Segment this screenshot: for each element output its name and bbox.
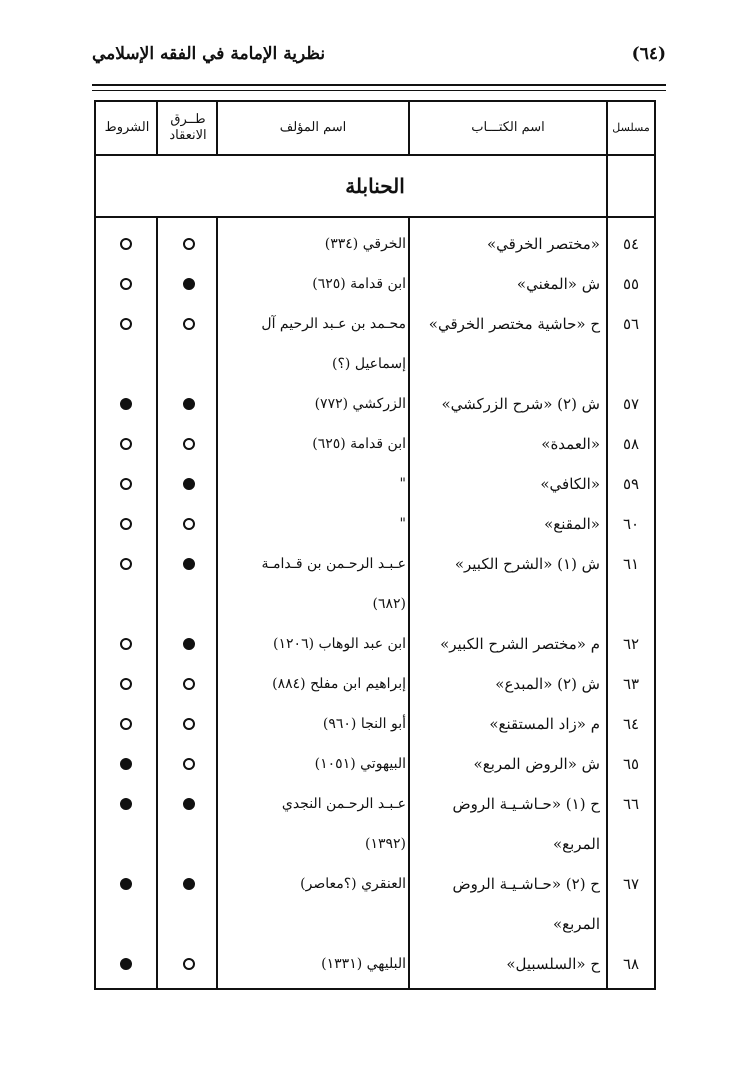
row-serial: ٦٣ bbox=[622, 675, 640, 693]
col-line-methods-head bbox=[156, 102, 158, 154]
col-header-serial: مسلسل bbox=[612, 121, 650, 134]
open-circle-icon bbox=[183, 238, 195, 250]
col-line-book-head bbox=[408, 102, 410, 154]
open-circle-icon bbox=[183, 318, 195, 330]
open-circle-icon bbox=[183, 678, 195, 690]
row-book: ح «حاشية مختصر الخرقي» bbox=[428, 315, 600, 333]
row-book: «الكافي» bbox=[540, 475, 600, 493]
filled-circle-icon bbox=[120, 878, 132, 890]
table-row bbox=[96, 424, 654, 464]
row-author: ابن قدامة (٦٢٥) bbox=[312, 436, 406, 452]
row-condition-mark bbox=[96, 784, 156, 824]
header-rule-thin bbox=[92, 90, 666, 91]
table-row bbox=[96, 464, 654, 504]
row-method-mark bbox=[162, 384, 216, 424]
page-number: (٦٤) bbox=[631, 44, 666, 64]
row-book: «مختصر الخرقي» bbox=[486, 235, 600, 253]
col-header-author: اسم المؤلف bbox=[279, 120, 347, 135]
open-circle-icon bbox=[120, 278, 132, 290]
section-divider bbox=[96, 216, 654, 218]
open-circle-icon bbox=[120, 718, 132, 730]
filled-circle-icon bbox=[120, 758, 132, 770]
row-method-mark bbox=[162, 304, 216, 344]
row-book: «العمدة» bbox=[541, 435, 600, 453]
row-book: م «زاد المستقنع» bbox=[489, 715, 600, 733]
row-book: ش «الروض المربع» bbox=[473, 755, 600, 773]
row-condition-mark bbox=[96, 664, 156, 704]
row-serial: ٦٥ bbox=[622, 755, 640, 773]
table-row bbox=[96, 544, 654, 584]
filled-circle-icon bbox=[183, 558, 195, 570]
section-title: الحنابلة bbox=[345, 174, 405, 198]
row-method-mark bbox=[162, 664, 216, 704]
row-condition-mark bbox=[96, 744, 156, 784]
row-serial: ٦٢ bbox=[622, 635, 640, 653]
row-condition-mark bbox=[96, 264, 156, 304]
row-book: ش (٢) «المبدع» bbox=[495, 675, 600, 693]
row-book: ح (١) «حـاشـيـة الروض bbox=[452, 795, 600, 813]
row-method-mark bbox=[162, 864, 216, 904]
col-header-conditions: الشروط bbox=[104, 120, 150, 135]
col-line-author-head bbox=[216, 102, 218, 154]
open-circle-icon bbox=[120, 478, 132, 490]
row-condition-mark bbox=[96, 464, 156, 504]
table-row bbox=[96, 704, 654, 744]
row-method-mark bbox=[162, 464, 216, 504]
row-author: " bbox=[399, 516, 406, 532]
open-circle-icon bbox=[183, 718, 195, 730]
filled-circle-icon bbox=[183, 878, 195, 890]
filled-circle-icon bbox=[120, 398, 132, 410]
row-serial: ٥٤ bbox=[622, 235, 640, 253]
filled-circle-icon bbox=[183, 398, 195, 410]
row-serial: ٦٨ bbox=[622, 955, 640, 973]
table-row bbox=[96, 944, 654, 984]
row-method-mark bbox=[162, 544, 216, 584]
row-serial: ٦٦ bbox=[622, 795, 640, 813]
row-condition-mark bbox=[96, 304, 156, 344]
table-row bbox=[96, 264, 654, 304]
open-circle-icon bbox=[120, 518, 132, 530]
row-book-continued: المربع» bbox=[552, 915, 600, 933]
books-table bbox=[94, 100, 656, 990]
row-condition-mark bbox=[96, 624, 156, 664]
row-author: أبو النجا (٩٦٠) bbox=[322, 716, 406, 732]
row-author-continued: إسماعيل (؟) bbox=[332, 356, 406, 372]
page-header bbox=[92, 40, 666, 84]
open-circle-icon bbox=[120, 318, 132, 330]
row-book: ح (٢) «حـاشـيـة الروض bbox=[452, 875, 600, 893]
table-row bbox=[96, 624, 654, 664]
row-author: العنقري (؟معاصر) bbox=[300, 876, 406, 892]
row-method-mark bbox=[162, 704, 216, 744]
row-method-mark bbox=[162, 224, 216, 264]
row-author-continued: (٦٨٢) bbox=[372, 596, 406, 612]
row-author: الزركشي (٧٧٢) bbox=[314, 396, 406, 412]
row-serial: ٥٩ bbox=[622, 475, 640, 493]
book-title: نظرية الإمامة في الفقه الإسلامي bbox=[92, 44, 326, 64]
row-method-mark bbox=[162, 264, 216, 304]
row-serial: ٥٨ bbox=[622, 435, 640, 453]
row-serial: ٦٤ bbox=[622, 715, 640, 733]
table-row bbox=[96, 224, 654, 264]
row-book: م «مختصر الشرح الكبير» bbox=[440, 635, 600, 653]
filled-circle-icon bbox=[183, 638, 195, 650]
row-author: الخرقي (٣٣٤) bbox=[324, 236, 406, 252]
row-author: عـبـد الرحـمن النجدي bbox=[281, 796, 406, 812]
open-circle-icon bbox=[183, 518, 195, 530]
open-circle-icon bbox=[120, 438, 132, 450]
open-circle-icon bbox=[183, 438, 195, 450]
row-method-mark bbox=[162, 944, 216, 984]
row-method-mark bbox=[162, 504, 216, 544]
row-condition-mark bbox=[96, 424, 156, 464]
open-circle-icon bbox=[183, 958, 195, 970]
filled-circle-icon bbox=[120, 798, 132, 810]
row-condition-mark bbox=[96, 544, 156, 584]
row-serial: ٦٠ bbox=[622, 515, 640, 533]
filled-circle-icon bbox=[183, 798, 195, 810]
open-circle-icon bbox=[120, 638, 132, 650]
row-book-continued: المربع» bbox=[552, 835, 600, 853]
row-author: عـبـد الرحـمن بن قـدامـة bbox=[261, 556, 406, 572]
col-header-methods: طــرق الانعقاد bbox=[169, 112, 207, 143]
row-serial: ٦١ bbox=[622, 555, 640, 573]
row-serial: ٥٧ bbox=[622, 395, 640, 413]
row-serial: ٦٧ bbox=[622, 875, 640, 893]
row-book: ح «السلسبيل» bbox=[506, 955, 600, 973]
row-author-continued: (١٣٩٢) bbox=[364, 836, 406, 852]
row-condition-mark bbox=[96, 384, 156, 424]
filled-circle-icon bbox=[183, 478, 195, 490]
row-author: محـمد بن عـبد الرحيم آل bbox=[261, 316, 406, 332]
row-condition-mark bbox=[96, 504, 156, 544]
row-method-mark bbox=[162, 784, 216, 824]
table-row bbox=[96, 744, 654, 784]
filled-circle-icon bbox=[120, 958, 132, 970]
header-rule bbox=[92, 84, 666, 86]
row-author: ابن قدامة (٦٢٥) bbox=[312, 276, 406, 292]
row-method-mark bbox=[162, 624, 216, 664]
row-book: ش (١) «الشرح الكبير» bbox=[454, 555, 600, 573]
row-author: البليهي (١٣٣١) bbox=[321, 956, 406, 972]
table-row bbox=[96, 504, 654, 544]
table-row bbox=[96, 664, 654, 704]
row-condition-mark bbox=[96, 224, 156, 264]
row-author: " bbox=[399, 476, 406, 492]
row-book: ش (٢) «شرح الزركشي» bbox=[441, 395, 600, 413]
open-circle-icon bbox=[120, 238, 132, 250]
row-serial: ٥٥ bbox=[622, 275, 640, 293]
row-book: ش «المغني» bbox=[516, 275, 600, 293]
row-condition-mark bbox=[96, 864, 156, 904]
row-author: إبراهيم ابن مفلح (٨٨٤) bbox=[272, 676, 406, 692]
table-row bbox=[96, 784, 654, 824]
filled-circle-icon bbox=[183, 278, 195, 290]
row-book: «المقنع» bbox=[544, 515, 600, 533]
open-circle-icon bbox=[183, 758, 195, 770]
open-circle-icon bbox=[120, 678, 132, 690]
row-author: ابن عبد الوهاب (١٢٠٦) bbox=[273, 636, 406, 652]
row-condition-mark bbox=[96, 704, 156, 744]
col-header-book: اسم الكتـــاب bbox=[471, 120, 545, 135]
row-method-mark bbox=[162, 744, 216, 784]
table-row bbox=[96, 304, 654, 344]
row-serial: ٥٦ bbox=[622, 315, 640, 333]
row-method-mark bbox=[162, 424, 216, 464]
row-condition-mark bbox=[96, 944, 156, 984]
table-row bbox=[96, 864, 654, 904]
table-row bbox=[96, 384, 654, 424]
row-author: البيهوتي (١٠٥١) bbox=[314, 756, 406, 772]
open-circle-icon bbox=[120, 558, 132, 570]
